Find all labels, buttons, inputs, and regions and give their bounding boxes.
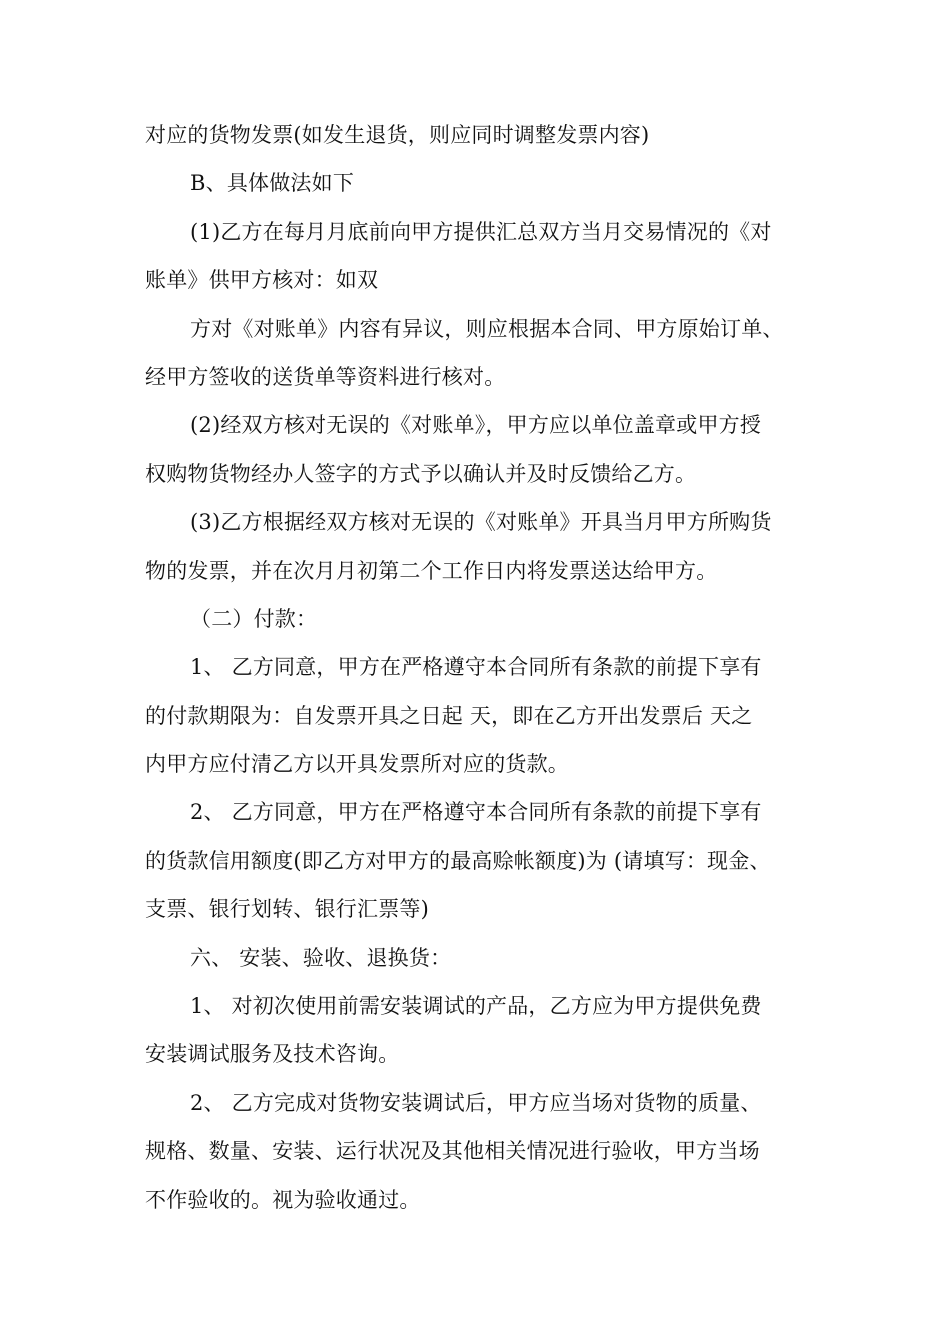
text-line: 方对《对账单》内容有异议，则应根据本合同、甲方原始订单、 bbox=[190, 317, 784, 341]
text-line: 的付款期限为：自发票开具之日起 天，即在乙方开出发票后 天之 bbox=[145, 704, 753, 728]
text-line: 对应的货物发票(如发生退货，则应同时调整发票内容) bbox=[145, 123, 650, 147]
text-line: (2)经双方核对无误的《对账单》，甲方应以单位盖章或甲方授 bbox=[190, 413, 762, 437]
text-line: 的货款信用额度(即乙方对甲方的最高赊帐额度)为 (请填写：现金、 bbox=[145, 849, 771, 873]
text-line: 安装调试服务及技术咨询。 bbox=[145, 1042, 400, 1066]
text-line: 经甲方签收的送货单等资料进行核对。 bbox=[145, 365, 506, 389]
text-line: 支票、银行划转、银行汇票等) bbox=[145, 897, 429, 921]
text-line: 2、 乙方同意，甲方在严格遵守本合同所有条款的前提下享有 bbox=[190, 800, 762, 824]
text-line: 1、 乙方同意，甲方在严格遵守本合同所有条款的前提下享有 bbox=[190, 655, 762, 679]
text-line: 规格、数量、安装、运行状况及其他相关情况进行验收，甲方当场 bbox=[145, 1139, 760, 1163]
text-line: 内甲方应付清乙方以开具发票所对应的货款。 bbox=[145, 752, 569, 776]
text-line: 账单》供甲方核对：如双 bbox=[145, 268, 379, 292]
text-line: (1)乙方在每月月底前向甲方提供汇总双方当月交易情况的《对 bbox=[190, 220, 772, 244]
text-line: 不作验收的。视为验收通过。 bbox=[145, 1188, 421, 1212]
text-line: (3)乙方根据经双方核对无误的《对账单》开具当月甲方所购货 bbox=[190, 510, 772, 534]
text-line: 1、 对初次使用前需安装调试的产品，乙方应为甲方提供免费 bbox=[190, 994, 762, 1018]
text-line: 物的发票，并在次月月初第二个工作日内将发票送达给甲方。 bbox=[145, 559, 718, 583]
text-line: B、具体做法如下 bbox=[190, 171, 355, 195]
section-heading: 六、 安装、验收、退换货： bbox=[190, 946, 452, 970]
text-line: 2、 乙方完成对货物安装调试后，甲方应当场对货物的质量、 bbox=[190, 1091, 762, 1115]
text-line: 权购物货物经办人签字的方式予以确认并及时反馈给乙方。 bbox=[145, 462, 697, 486]
section-heading: （二）付款： bbox=[190, 607, 318, 631]
